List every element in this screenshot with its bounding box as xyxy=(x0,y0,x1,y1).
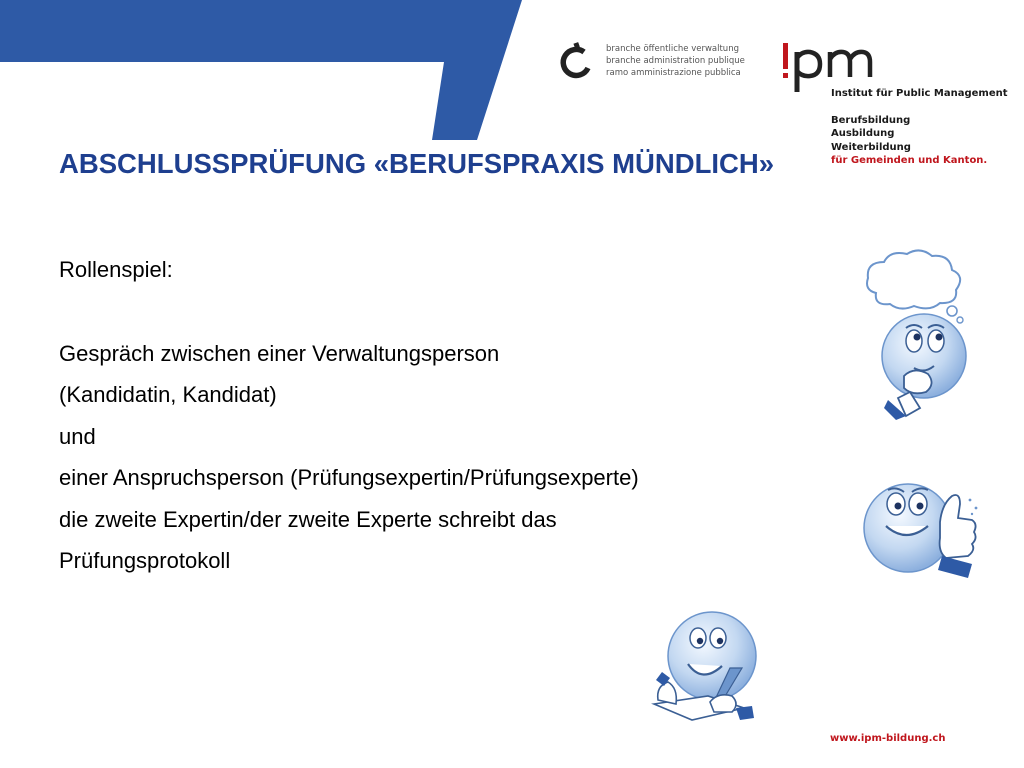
thumbs-up-smiley-icon xyxy=(860,478,988,580)
tagline-accent-line: für Gemeinden und Kanton. xyxy=(831,154,988,166)
ipm-logo xyxy=(780,40,1010,100)
footer-url[interactable]: www.ipm-bildung.ch xyxy=(830,733,946,744)
body-line: (Kandidatin, Kandidat) xyxy=(59,382,277,407)
branche-logo xyxy=(558,40,758,90)
tagline-line: Weiterbildung xyxy=(831,141,911,153)
body-line: Gespräch zwischen einer Verwaltungsperson xyxy=(59,340,500,366)
body-line: und xyxy=(59,423,96,449)
slide-subtitle: Rollenspiel: xyxy=(59,257,173,282)
body-line: Prüfungsprotokoll xyxy=(59,548,231,573)
ipm-wordmark-icon xyxy=(780,40,890,92)
tagline-line: Berufsbildung xyxy=(831,115,911,126)
branche-line-de: branche öffentliche verwaltung xyxy=(606,44,739,54)
thinking-smiley-icon xyxy=(862,248,977,420)
branche-line-it: ramo amministrazione pubblica xyxy=(606,68,741,78)
slide-body xyxy=(59,254,839,587)
writing-smiley-icon xyxy=(648,608,760,726)
branche-line-fr: branche administration publique xyxy=(606,56,745,66)
slide-title: ABSCHLUSSPRÜFUNG «BERUFSPRAXIS MÜNDLICH» xyxy=(59,148,775,179)
ipm-logo-subtitle: Institut für Public Management xyxy=(831,88,1008,99)
tagline-line: Ausbildung xyxy=(831,128,895,140)
circular-arrow-logo-icon xyxy=(558,40,598,84)
tagline xyxy=(831,114,987,167)
body-line: die zweite Expertin/der zweite Experte schreibt das xyxy=(59,506,557,532)
body-line: einer Anspruchsperson (Prüfungsexpertin/Prüfungsexperte) xyxy=(59,465,639,490)
